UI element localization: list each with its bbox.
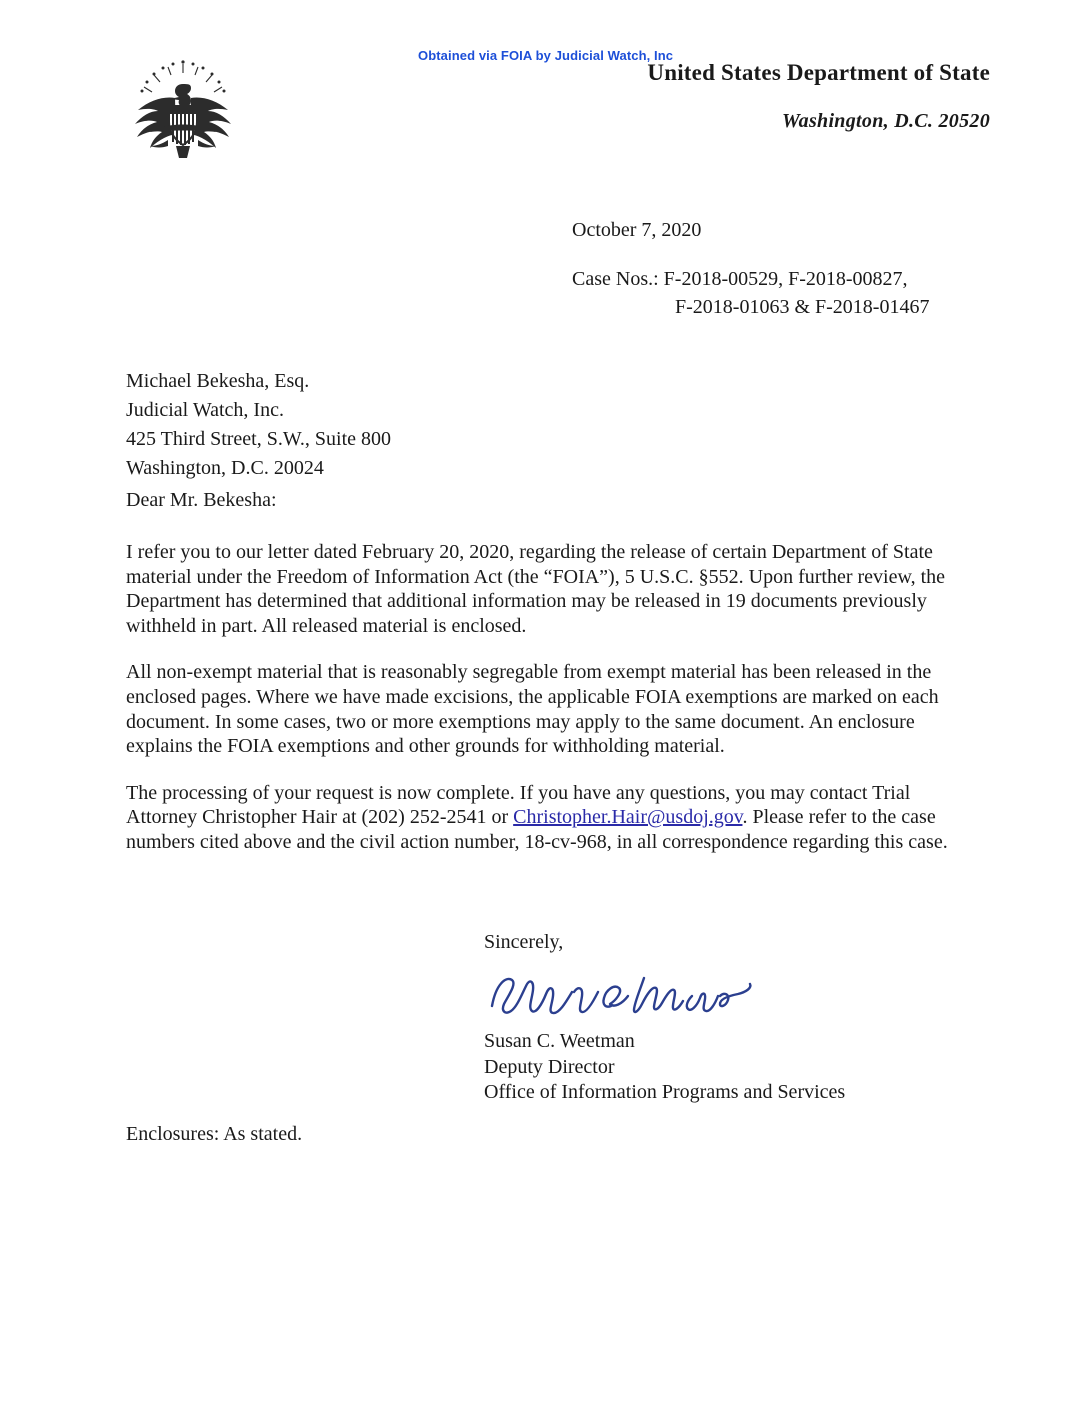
addressee-org: Judicial Watch, Inc. xyxy=(126,399,284,421)
salutation: Dear Mr. Bekesha: xyxy=(126,489,277,511)
signer-name: Susan C. Weetman xyxy=(484,1030,635,1052)
foia-watermark-stamp: Obtained via FOIA by Judicial Watch, Inc xyxy=(418,48,674,63)
signer-title: Deputy Director xyxy=(484,1055,615,1078)
addressee-city: Washington, D.C. 20024 xyxy=(126,457,324,479)
email-link-christopher-hair[interactable]: Christopher.Hair@usdoj.gov xyxy=(513,806,743,829)
us-great-seal-icon xyxy=(124,58,242,170)
signature-image xyxy=(482,966,772,1028)
addressee-name: Michael Bekesha, Esq. xyxy=(126,370,310,392)
body-paragraph-3 xyxy=(126,781,958,855)
addressee-street: 425 Third Street, S.W., Suite 800 xyxy=(126,428,391,450)
enclosures-note: Enclosures: As stated. xyxy=(126,1123,303,1145)
case-numbers-line-1: Case Nos.: F-2018-00529, F-2018-00827, xyxy=(572,268,908,290)
department-title: United States Department of State xyxy=(647,60,990,85)
body-paragraph-2: All non-exempt material that is reasonably segregable from exempt material has been released in the enclosed pages. Where we have made excisions, the applicable FOIA exemptions are marked on each document. In some cases, two or more exemptions may apply to the same document. An enclosure explains the FOIA exemptions and other grounds for withholding material. xyxy=(126,661,939,758)
signer-office: Office of Information Programs and Services xyxy=(484,1081,846,1103)
signature-block xyxy=(484,1029,845,1106)
letter-body xyxy=(126,540,958,855)
department-address: Washington, D.C. 20520 xyxy=(782,110,990,132)
addressee-block xyxy=(126,367,391,483)
body-paragraph-1: I refer you to our letter dated February 20, 2020, regarding the release of certain Department of State material under the Freedom of Information Act (the “FOIA”), 5 U.S.C. §552. Upon further review, the Department has determined that additional information may be released in 19 documents previously withheld in part. All released material is enclosed. xyxy=(126,541,946,637)
case-numbers-line-2: F-2018-01063 & F-2018-01467 xyxy=(675,296,930,318)
body-paragraph-3-text-b: . Please refer to the case numbers cited above and the civil action number, 18-cv-968, in all correspondence regarding this case. xyxy=(126,806,948,853)
letter-date: October 7, 2020 xyxy=(572,219,702,241)
body-paragraph-3-text-a: The processing of your request is now complete. If you have any questions, you may contact Trial Attorney Christopher Hair at (202) 252-2541 or xyxy=(126,781,911,829)
closing-sincerely: Sincerely, xyxy=(484,931,564,953)
